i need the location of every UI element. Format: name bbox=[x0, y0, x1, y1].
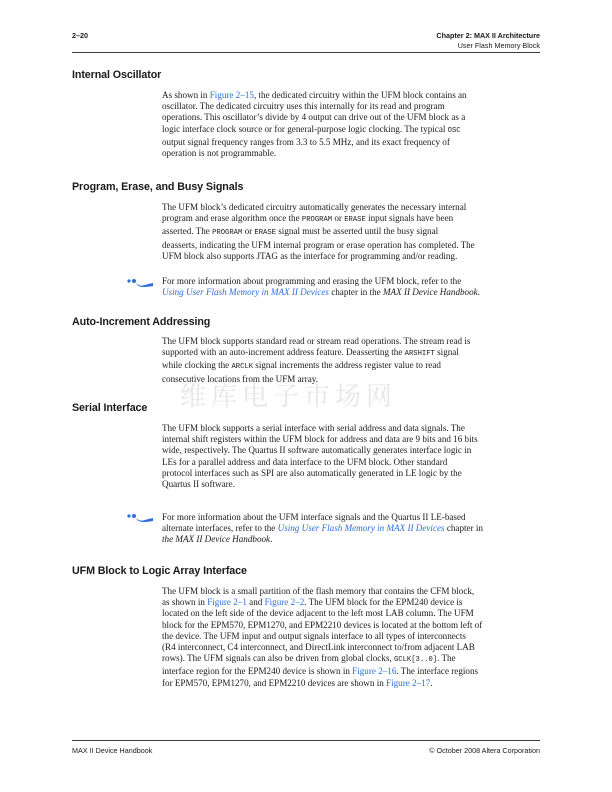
note-pointer-icon bbox=[126, 278, 154, 288]
paragraph-serial-interface: The UFM block supports a serial interface with serial address and data signals. The internal shift registers within the UFM block for address and data are 9 bits and 16 bits wide, respectively. The Quartus II software automatically generates interface logic in LEs for a parallel address and data interface to the UFM block. Other standard protocol interfaces such as SPI are also automatically generated in LE logic by the Quartus II software. bbox=[162, 423, 478, 490]
note-pointer-icon bbox=[126, 513, 154, 523]
footer-handbook: MAX II Device Handbook bbox=[72, 746, 153, 755]
heading-serial-interface: Serial Interface bbox=[72, 402, 148, 414]
note-program-erase: For more information about programming and erasing the UFM block, refer to the Using User Flash Memory in MAX II Devices chapter in the MAX II Device Handbook. bbox=[162, 276, 480, 298]
note-serial-interface: For more information about the UFM interface signals and the Quartus II LE-based alternate interfaces, refer to the Using User Flash Memory in MAX II Devices chapter in the MAX II Device Handbook. bbox=[162, 512, 483, 545]
heading-internal-oscillator: Internal Oscillator bbox=[72, 69, 162, 81]
header-rule bbox=[72, 52, 540, 53]
link-figure-2-1[interactable]: Figure 2–1 bbox=[207, 597, 247, 608]
link-using-ufm-2[interactable]: Using User Flash Memory in MAX II Devices bbox=[277, 523, 445, 534]
heading-auto-increment: Auto-Increment Addressing bbox=[72, 316, 211, 328]
link-figure-2-16[interactable]: Figure 2–16 bbox=[352, 666, 397, 677]
section-title: User Flash Memory Block bbox=[457, 41, 540, 50]
page-number: 2–20 bbox=[72, 31, 88, 40]
watermark: 维库电子市场网 bbox=[180, 382, 398, 412]
paragraph-ufm-logic-array: The UFM block is a small partition of the flash memory that contains the CFM block, as shown in Figure 2–1 and Figure 2–2. The UFM block for the EPM240 device is located on the left side of the device adjacent to the left most LAB column. The UFM block for the EPM570, EPM1270, and EPM2210 devices is located at the bottom left of the device. The UFM input and output signals interface to all types of interconnects (R4 interconnect, C4 interconnect, and DirectLink interconnect to/from adjacent LAB rows). The UFM signals can also be driven from global clocks, GCLK[3..0]. The interface region for the EPM240 device is shown in Figure 2–16. The interface regions for EPM570, EPM1270, and EPM2210 devices are shown in Figure 2–17. bbox=[162, 586, 483, 688]
heading-program-erase-busy: Program, Erase, and Busy Signals bbox=[72, 181, 244, 193]
heading-ufm-logic-array: UFM Block to Logic Array Interface bbox=[72, 565, 247, 577]
paragraph-program-erase-busy: The UFM block’s dedicated circuitry automatically generates the necessary internal program and erase algorithm once the PROGRAM or ERASE input signals have been asserted. The PROGRAM or ERASE signal must be asserted until the busy signal deasserts, indicating the UFM internal program or erase operation has completed. The UFM block also supports JTAG as the interface for programming and/or reading. bbox=[162, 202, 475, 261]
paragraph-internal-oscillator: As shown in Figure 2–15, the dedicated circuitry within the UFM block contains an oscillator. The dedicated circuitry uses this internally for its read and program operations. This oscillator’s divide by 4 output can drive out of the UFM block as a logic interface clock source or for general-purpose logic clocking. The typical OSC output signal frequency ranges from 3.3 to 5.5 MHz, and its exact frequency of operation is not programmable. bbox=[162, 90, 467, 159]
link-using-ufm-1[interactable]: Using User Flash Memory in MAX II Devices bbox=[162, 287, 329, 298]
footer-copyright: © October 2008 Altera Corporation bbox=[429, 746, 540, 755]
link-figure-2-2[interactable]: Figure 2–2 bbox=[264, 597, 305, 608]
link-figure-2-17[interactable]: Figure 2–17 bbox=[386, 677, 431, 688]
chapter-title: Chapter 2: MAX II Architecture bbox=[436, 31, 540, 40]
link-figure-2-15[interactable]: Figure 2–15 bbox=[209, 90, 254, 100]
paragraph-auto-increment: The UFM block supports standard read or stream read operations. The stream read is supported with an auto-increment address feature. Deasserting the ARSHIFT signal while clocking the ARCLK signal increments the address register value to read consecutive locations from the UFM array. bbox=[162, 336, 471, 384]
footer-rule bbox=[72, 740, 540, 741]
